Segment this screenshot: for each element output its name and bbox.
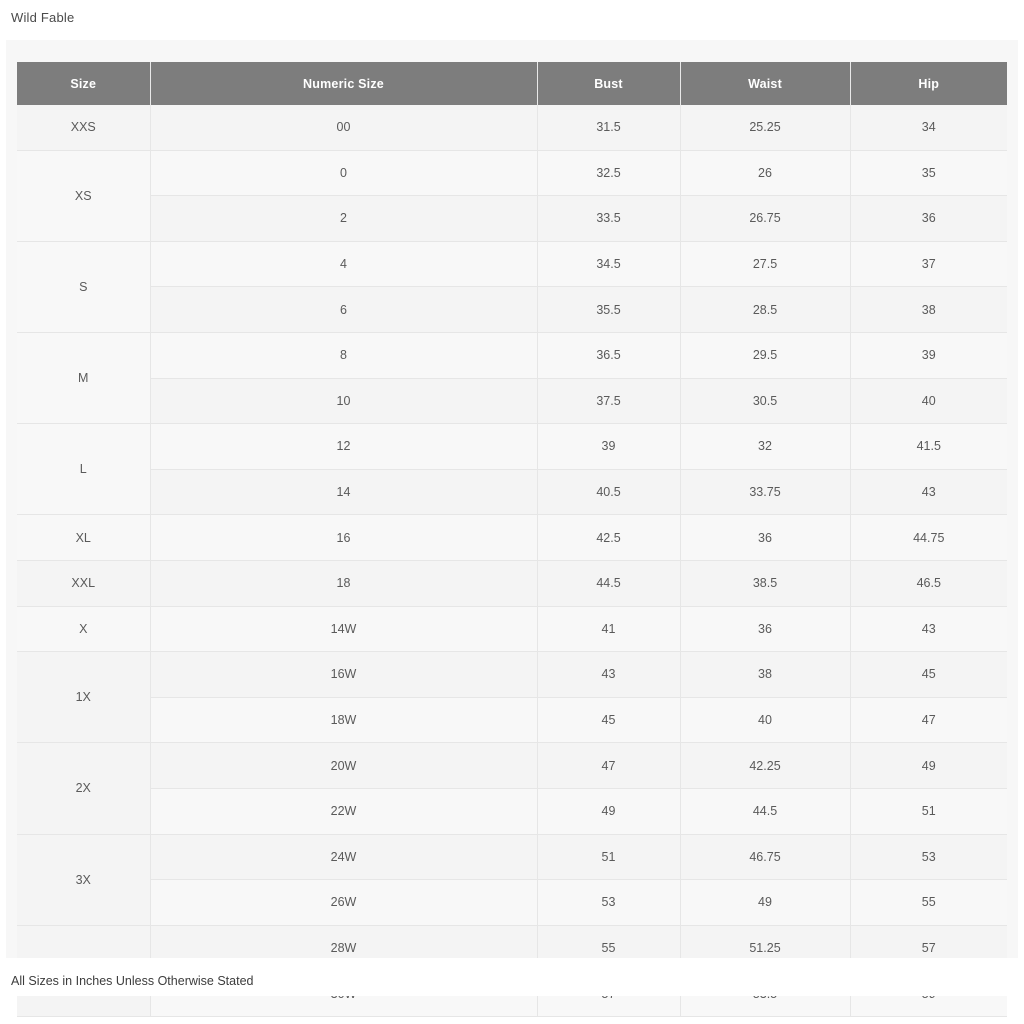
cell-waist: 46.75 — [680, 834, 850, 880]
table-row — [17, 241, 1007, 287]
cell-waist: 49 — [680, 880, 850, 926]
cell-size: 1X — [17, 652, 150, 743]
cell-size: 3X — [17, 834, 150, 925]
cell-hip: 53 — [850, 834, 1007, 880]
cell-waist: 33.75 — [680, 469, 850, 515]
table-row — [17, 880, 1007, 926]
table-row — [17, 652, 1007, 698]
cell-bust: 41 — [537, 606, 680, 652]
cell-bust: 44.5 — [537, 560, 680, 606]
table-row — [17, 150, 1007, 196]
cell-waist: 36 — [680, 515, 850, 561]
table-row — [17, 697, 1007, 743]
cell-numeric-size: 6 — [150, 287, 537, 333]
table-row — [17, 469, 1007, 515]
cell-waist: 44.5 — [680, 788, 850, 834]
cell-bust: 33.5 — [537, 196, 680, 242]
cell-hip: 55 — [850, 880, 1007, 926]
cell-bust: 40.5 — [537, 469, 680, 515]
cell-hip: 37 — [850, 241, 1007, 287]
table-body — [17, 105, 1007, 1016]
cell-hip: 41.5 — [850, 424, 1007, 470]
cell-numeric-size: 14 — [150, 469, 537, 515]
cell-numeric-size: 22W — [150, 788, 537, 834]
cell-waist: 36 — [680, 606, 850, 652]
cell-numeric-size: 28W — [150, 925, 537, 971]
column-header-numeric-size: Numeric Size — [150, 62, 537, 105]
cell-numeric-size: 14W — [150, 606, 537, 652]
cell-bust: 43 — [537, 652, 680, 698]
table-row — [17, 332, 1007, 378]
cell-numeric-size: 26W — [150, 880, 537, 926]
cell-waist: 27.5 — [680, 241, 850, 287]
cell-bust: 42.5 — [537, 515, 680, 561]
cell-bust: 39 — [537, 424, 680, 470]
column-header-bust: Bust — [537, 62, 680, 105]
brand-label: Wild Fable — [11, 10, 75, 25]
cell-hip: 44.75 — [850, 515, 1007, 561]
cell-bust: 47 — [537, 743, 680, 789]
cell-hip: 49 — [850, 743, 1007, 789]
cell-bust: 31.5 — [537, 105, 680, 150]
cell-hip: 39 — [850, 332, 1007, 378]
table-row — [17, 743, 1007, 789]
table-row — [17, 560, 1007, 606]
cell-hip: 57 — [850, 925, 1007, 971]
cell-hip: 51 — [850, 788, 1007, 834]
table-row — [17, 788, 1007, 834]
cell-waist: 42.25 — [680, 743, 850, 789]
cell-bust: 49 — [537, 788, 680, 834]
cell-hip: 34 — [850, 105, 1007, 150]
cell-hip: 47 — [850, 697, 1007, 743]
cell-numeric-size: 4 — [150, 241, 537, 287]
cell-bust: 34.5 — [537, 241, 680, 287]
cell-waist: 38 — [680, 652, 850, 698]
cell-numeric-size: 2 — [150, 196, 537, 242]
table-row — [17, 424, 1007, 470]
cell-waist: 38.5 — [680, 560, 850, 606]
column-header-waist: Waist — [680, 62, 850, 105]
cell-waist: 29.5 — [680, 332, 850, 378]
cell-size: X — [17, 606, 150, 652]
cell-waist: 40 — [680, 697, 850, 743]
cell-bust: 45 — [537, 697, 680, 743]
cell-hip: 40 — [850, 378, 1007, 424]
cell-numeric-size: 20W — [150, 743, 537, 789]
cell-bust: 55 — [537, 925, 680, 971]
cell-waist: 26.75 — [680, 196, 850, 242]
cell-numeric-size: 18 — [150, 560, 537, 606]
cell-numeric-size: 8 — [150, 332, 537, 378]
footnote-text: All Sizes in Inches Unless Otherwise Stated — [11, 974, 254, 988]
table-row — [17, 606, 1007, 652]
cell-bust: 36.5 — [537, 332, 680, 378]
column-header-hip: Hip — [850, 62, 1007, 105]
cell-waist: 26 — [680, 150, 850, 196]
cell-waist: 25.25 — [680, 105, 850, 150]
table-row — [17, 287, 1007, 333]
cell-bust: 32.5 — [537, 150, 680, 196]
cell-numeric-size: 24W — [150, 834, 537, 880]
cell-numeric-size: 18W — [150, 697, 537, 743]
cell-bust: 53 — [537, 880, 680, 926]
cell-hip: 43 — [850, 606, 1007, 652]
table-row — [17, 196, 1007, 242]
table-row — [17, 834, 1007, 880]
cell-waist: 51.25 — [680, 925, 850, 971]
cell-size: L — [17, 424, 150, 515]
cell-size: XXS — [17, 105, 150, 150]
cell-size: M — [17, 332, 150, 423]
cell-size: XS — [17, 150, 150, 241]
cell-size: S — [17, 241, 150, 332]
cell-bust: 37.5 — [537, 378, 680, 424]
column-header-size: Size — [17, 62, 150, 105]
size-chart-table — [17, 62, 1007, 1017]
cell-hip: 45 — [850, 652, 1007, 698]
table-header-row — [17, 62, 1007, 105]
cell-size: XXL — [17, 560, 150, 606]
size-chart-panel — [6, 40, 1018, 968]
cell-numeric-size: 10 — [150, 378, 537, 424]
cell-bust: 51 — [537, 834, 680, 880]
cell-hip: 35 — [850, 150, 1007, 196]
cell-waist: 28.5 — [680, 287, 850, 333]
table-row — [17, 105, 1007, 150]
cell-hip: 36 — [850, 196, 1007, 242]
cell-numeric-size: 16W — [150, 652, 537, 698]
cell-numeric-size: 00 — [150, 105, 537, 150]
cell-numeric-size: 16 — [150, 515, 537, 561]
cell-size: XL — [17, 515, 150, 561]
table-row — [17, 378, 1007, 424]
cell-waist: 30.5 — [680, 378, 850, 424]
cell-size: 2X — [17, 743, 150, 834]
cell-waist: 32 — [680, 424, 850, 470]
table-row — [17, 515, 1007, 561]
cell-numeric-size: 12 — [150, 424, 537, 470]
cell-bust: 35.5 — [537, 287, 680, 333]
cell-hip: 43 — [850, 469, 1007, 515]
cell-numeric-size: 0 — [150, 150, 537, 196]
cell-hip: 38 — [850, 287, 1007, 333]
cell-hip: 46.5 — [850, 560, 1007, 606]
